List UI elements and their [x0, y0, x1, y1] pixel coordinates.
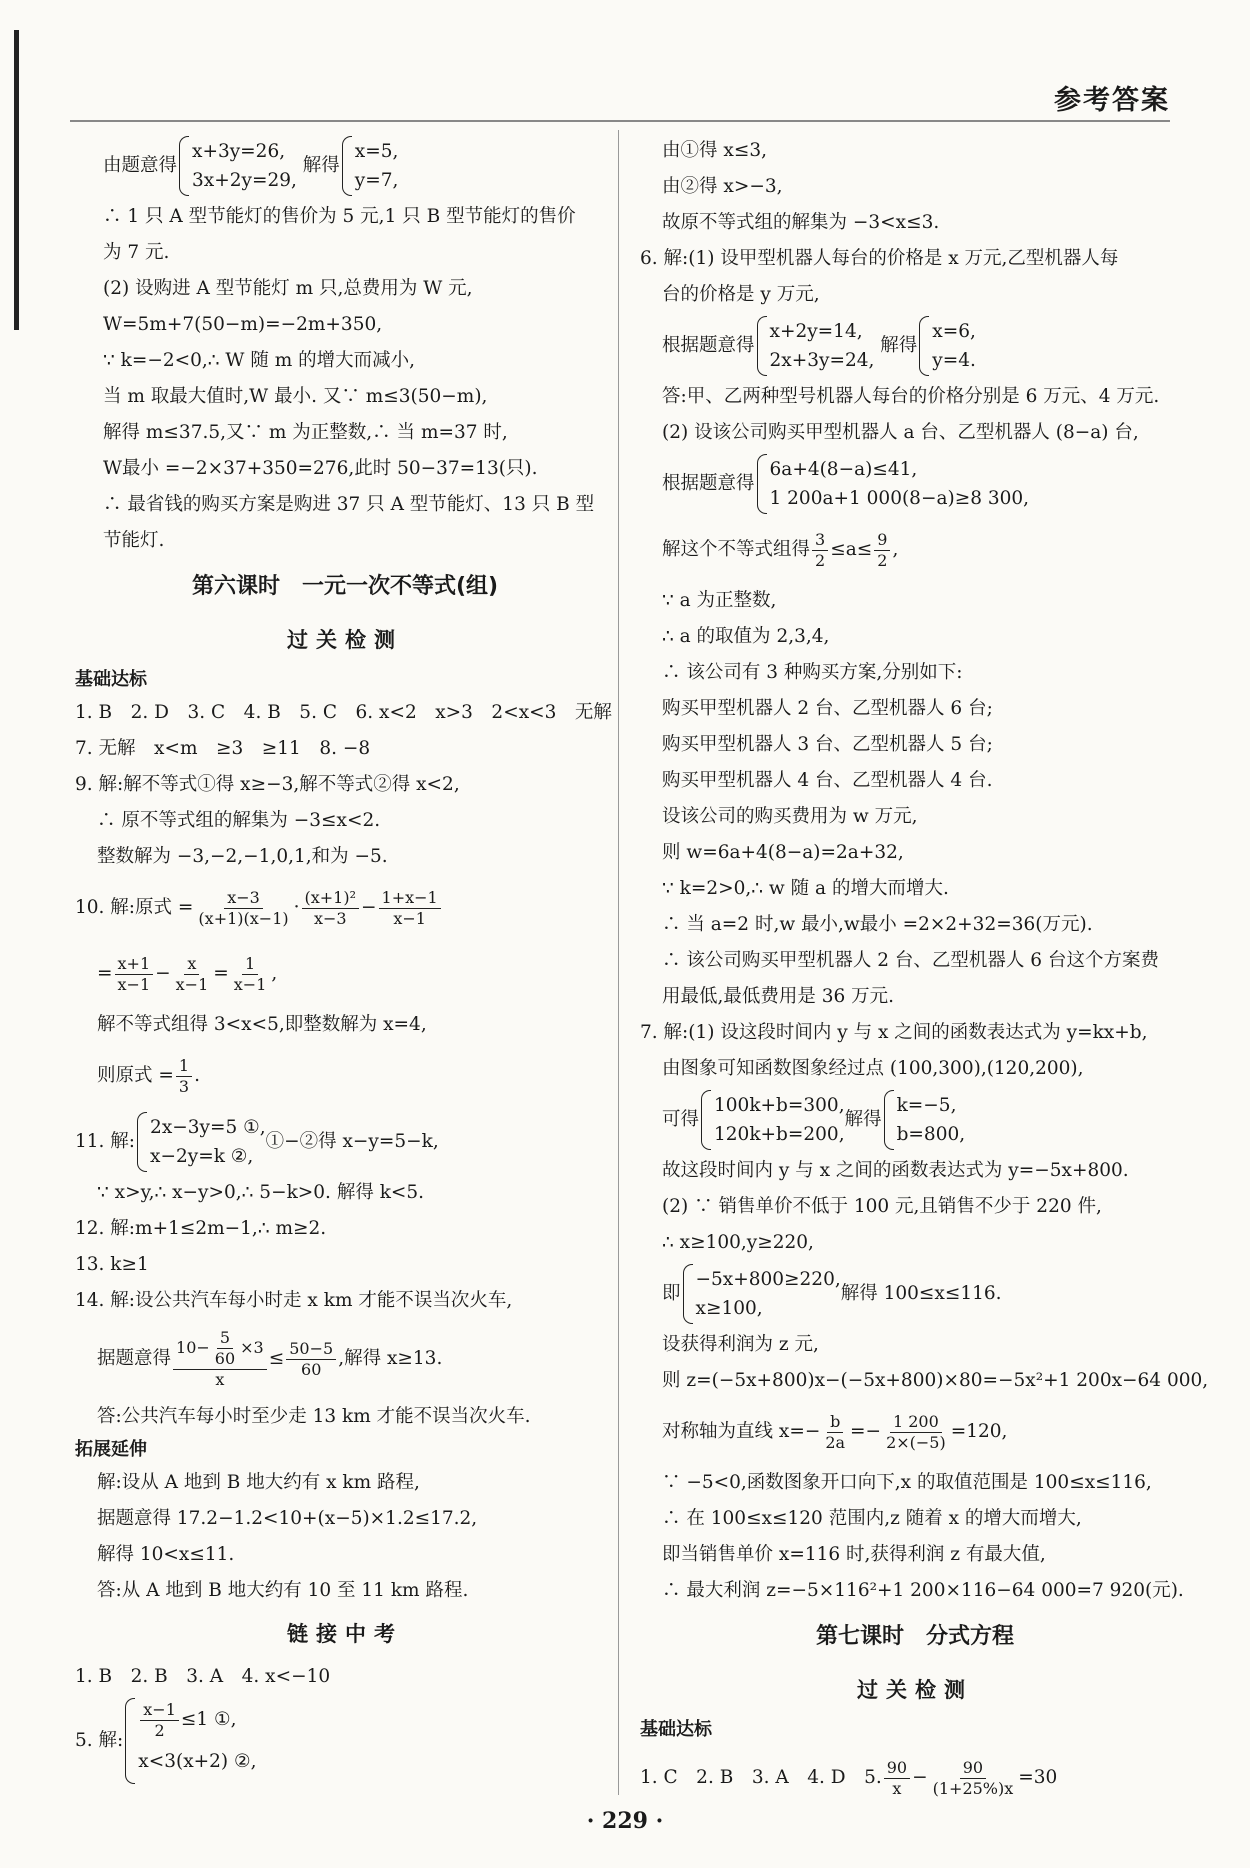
system-line — [640, 313, 1190, 379]
inequality: −5x+800≥220, — [695, 1269, 841, 1290]
text: 10− — [176, 1338, 210, 1357]
numerator: 1+x−1 — [379, 888, 441, 909]
equation: x+3y=26, — [192, 141, 286, 162]
text-line: ∴ 1 只 A 型节能灯的售价为 5 元,1 只 B 型节能灯的售价 — [103, 206, 576, 227]
text-line: ∵ k=−2<0,∴ W 随 m 的增大而减小, — [103, 350, 416, 371]
answer-line: ∴ 该公司有 3 种购买方案,分别如下: — [662, 662, 963, 683]
answer-line: 解:设从 A 地到 B 地大约有 x km 路程, — [97, 1472, 420, 1493]
denominator: x — [892, 1778, 902, 1798]
text-line: 当 m 取最大值时,W 最小. 又∵ m≤3(50−m), — [103, 386, 488, 407]
system-line — [640, 1261, 1190, 1327]
equation: x=6, — [932, 321, 976, 342]
fraction — [286, 1339, 336, 1380]
compound-fraction — [173, 1328, 267, 1390]
answer-line: 12. 解:m+1≤2m−1,∴ m≥2. — [75, 1218, 327, 1239]
solution-system — [882, 1090, 966, 1150]
equation: 120k+b=200, — [714, 1124, 845, 1145]
text: 由题意得 — [103, 155, 178, 176]
fraction-line — [75, 1319, 615, 1399]
system-line — [75, 1695, 615, 1787]
answer-line: 购买甲型机器人 2 台、乙型机器人 6 台; — [662, 698, 993, 719]
denominator: 60 — [301, 1359, 322, 1379]
equation-system — [177, 136, 297, 196]
answer-line: 答:从 A 地到 B 地大约有 10 至 11 km 路程. — [97, 1580, 469, 1601]
text: 则原式 = — [97, 1065, 174, 1086]
equation: x=5, — [354, 141, 399, 162]
answer-line: 则 z=(−5x+800)x−(−5x+800)×80=−5x²+1 200x−64 000, — [662, 1370, 1209, 1391]
fraction — [930, 1758, 1017, 1799]
text: 1. C 2. B 3. A 4. D 5. — [640, 1767, 882, 1788]
answer-line: 则 w=6a+4(8−a)=2a+32, — [662, 842, 904, 863]
equation: 2x−3y=5 ①, — [150, 1117, 266, 1138]
operator: = — [213, 963, 229, 984]
text: 对称轴为直线 x=− — [662, 1421, 821, 1442]
solution-system — [340, 136, 399, 196]
answer-line: 6. 解:(1) 设甲型机器人每台的价格是 x 万元,乙型机器人每 — [640, 248, 1119, 269]
numerator: 1 — [176, 1056, 192, 1077]
numerator: 90 — [960, 1758, 986, 1779]
answer-line: ∴ 在 100≤x≤120 范围内,z 随着 x 的增大而增大, — [662, 1508, 1082, 1529]
fraction — [812, 530, 828, 571]
text: ×3 — [240, 1338, 264, 1357]
answer-line: 7. 解:(1) 设这段时间内 y 与 x 之间的函数表达式为 y=kx+b, — [640, 1022, 1148, 1043]
fraction — [176, 1056, 192, 1097]
equation-system — [755, 316, 875, 376]
denominator: (x+1)(x−1) — [198, 908, 289, 928]
answer-line: 13. k≥1 — [75, 1254, 149, 1275]
answer-line: ∴ 原不等式组的解集为 −3≤x<2. — [97, 810, 381, 831]
inequality-system — [755, 454, 1030, 514]
answer-line: 购买甲型机器人 4 台、乙型机器人 4 台. — [662, 770, 993, 791]
answer-line: ∵ a 为正整数, — [662, 590, 777, 611]
operator: − — [155, 963, 171, 984]
numerator: 1 — [242, 954, 258, 975]
inequality: x≥100, — [695, 1298, 763, 1319]
subsection-title: 过关检测 — [857, 1678, 973, 1702]
answer-line: 7. 无解 x<m ≥3 ≥11 8. −8 — [75, 738, 371, 759]
denominator: 3 — [178, 1076, 190, 1096]
operator: = — [97, 963, 113, 984]
answer-line: (2) 设该公司购买甲型机器人 a 台、乙型机器人 (8−a) 台, — [662, 422, 1139, 443]
answer-line: 故原不等式组的解集为 −3<x≤3. — [662, 212, 940, 233]
numerator: (x+1)² — [302, 888, 360, 909]
text: 根据题意得 — [662, 473, 755, 494]
answer-line: ∴ x≥100,y≥220, — [662, 1232, 814, 1253]
fraction — [115, 954, 154, 995]
answer-line: 购买甲型机器人 3 台、乙型机器人 5 台; — [662, 734, 993, 755]
denominator: 2a — [825, 1432, 846, 1452]
denominator: x−1 — [393, 908, 426, 928]
answer-line: 据题意得 17.2−1.2<10+(x−5)×1.2≤17.2, — [97, 1508, 478, 1529]
answer-line: 由图象可知函数图象经过点 (100,300),(120,200), — [662, 1058, 1084, 1079]
text: , — [271, 963, 278, 984]
answer-line: ∴ 最大利润 z=−5×116²+1 200×116−64 000=7 920(元). — [662, 1580, 1184, 1601]
numerator: x−1 — [140, 1700, 179, 1721]
fraction — [173, 954, 212, 995]
text: 解这个不等式组得 — [662, 539, 811, 560]
text: ≤1 ①, — [180, 1709, 237, 1730]
equation: 2x+3y=24, — [769, 350, 875, 371]
solution-system — [917, 316, 976, 376]
left-column — [75, 133, 615, 1787]
answer-line: 解不等式组得 3<x<5,即整数解为 x=4, — [97, 1014, 427, 1035]
denominator: (1+25%)x — [932, 1778, 1014, 1798]
numerator: 3 — [812, 530, 828, 551]
fraction — [302, 888, 360, 929]
denominator: x−1 — [233, 974, 267, 994]
operator: − — [912, 1767, 928, 1788]
numerator: 9 — [874, 530, 890, 551]
subsection-title: 链接中考 — [287, 1622, 403, 1646]
fraction-line — [75, 941, 615, 1007]
fraction — [195, 888, 291, 929]
operator: =− — [850, 1421, 882, 1442]
inequality-system — [123, 1698, 256, 1784]
answer-line: ∵ k=2>0,∴ w 随 a 的增大而增大. — [662, 878, 949, 899]
equation: x−2y=k ②, — [150, 1146, 254, 1167]
answer-line: 整数解为 −3,−2,−1,0,1,和为 −5. — [97, 846, 388, 867]
answer-line: 由②得 x>−3, — [662, 176, 783, 197]
text: 解得 100≤x≤116. — [840, 1283, 1002, 1304]
answer-line: 用最低,最低费用是 36 万元. — [662, 986, 895, 1007]
inequality — [138, 1699, 256, 1741]
fraction — [212, 1328, 238, 1369]
numerator: 50−5 — [286, 1339, 336, 1360]
equation: 100k+b=300, — [714, 1095, 845, 1116]
header-title: 参考答案 — [1054, 85, 1170, 116]
system-line — [640, 1087, 1190, 1153]
answer-line: 设获得利润为 z 元, — [662, 1334, 819, 1355]
text-line: 为 7 元. — [103, 242, 170, 263]
system-line — [75, 133, 615, 199]
denominator: 2 — [154, 1720, 165, 1740]
text: 解得 — [302, 155, 340, 176]
equation: x+2y=14, — [769, 321, 863, 342]
text-line: 解得 m≤37.5,又∵ m 为正整数,∴ 当 m=37 时, — [103, 422, 508, 443]
equation: 3x+2y=29, — [192, 170, 297, 191]
numerator: x+1 — [115, 954, 154, 975]
text: =30 — [1018, 1767, 1058, 1788]
text: 根据题意得 — [662, 335, 755, 356]
text: ,解得 x≥13. — [338, 1348, 443, 1369]
answer-line: ∵ −5<0,函数图象开口向下,x 的取值范围是 100≤x≤116, — [662, 1472, 1152, 1493]
denominator: x−3 — [313, 908, 347, 928]
equation-system — [699, 1090, 845, 1150]
equation: b=800, — [896, 1124, 966, 1145]
fraction — [822, 1412, 848, 1453]
system-line — [75, 1109, 615, 1175]
numerator: x−3 — [224, 888, 263, 909]
text: 5. 解: — [75, 1730, 124, 1751]
fraction-line — [640, 517, 1190, 583]
answer-line: 由①得 x≤3, — [662, 140, 767, 161]
answer-line: ∴ 当 a=2 时,w 最小,w最小 =2×2+32=36(万元). — [662, 914, 1093, 935]
denominator: x — [215, 1370, 225, 1389]
text: 可得 — [662, 1109, 700, 1130]
equation: y=7, — [354, 170, 399, 191]
equation: y=4. — [932, 350, 976, 371]
page-number: · 229 · — [586, 1808, 664, 1834]
denominator: x−1 — [117, 974, 151, 994]
text-line: W=5m+7(50−m)=−2m+350, — [103, 314, 383, 335]
fraction — [883, 1412, 949, 1453]
text: 据题意得 — [97, 1348, 172, 1369]
subsection-title: 过关检测 — [287, 628, 403, 652]
fraction — [379, 888, 441, 929]
numerator: 90 — [884, 1758, 910, 1779]
text-line: W最小 =−2×37+350=276,此时 50−37=13(只). — [103, 458, 538, 479]
answer-line: 答:公共汽车每小时至少走 13 km 才能不误当次火车. — [97, 1406, 531, 1427]
label-extension: 拓展延伸 — [75, 1439, 147, 1460]
binding-edge — [14, 30, 26, 330]
fraction — [874, 530, 890, 571]
answer-line: 1. B 2. D 3. C 4. B 5. C 6. x<2 x>3 2<x<3 无解 — [75, 702, 612, 723]
inequality: 6a+4(8−a)≤41, — [769, 459, 918, 480]
numerator: x — [184, 954, 199, 975]
answer-line: 即当销售单价 x=116 时,获得利润 z 有最大值, — [662, 1544, 1046, 1565]
section-title: 第六课时 一元一次不等式(组) — [191, 574, 499, 599]
fraction — [140, 1700, 179, 1741]
fraction-line — [75, 1043, 615, 1109]
answer-line: 14. 解:设公共汽车每小时走 x km 才能不误当次火车, — [75, 1290, 513, 1311]
inequality: 1 200a+1 000(8−a)≥8 300, — [769, 488, 1030, 509]
answer-line: 设该公司的购买费用为 w 万元, — [662, 806, 918, 827]
answer-line: 解得 10<x≤11. — [97, 1544, 235, 1565]
text: ①−②得 x−y=5−k, — [265, 1131, 439, 1152]
text: 解得 — [880, 335, 918, 356]
header-rule — [70, 120, 1170, 122]
denominator: 60 — [214, 1349, 236, 1368]
operator: ≤ — [268, 1348, 285, 1369]
denominator: 2 — [877, 550, 888, 570]
answer-line: 台的价格是 y 万元, — [662, 284, 820, 305]
numerator — [173, 1328, 267, 1370]
answer-line: ∴ 该公司购买甲型机器人 2 台、乙型机器人 6 台这个方案费 — [662, 950, 1159, 971]
answer-line: 答:甲、乙两种型号机器人每台的价格分别是 6 万元、4 万元. — [662, 386, 1160, 407]
fraction-line — [640, 1745, 1190, 1811]
text-line: ∴ 最省钱的购买方案是购进 37 只 A 型节能灯、13 只 B 型 — [103, 494, 595, 515]
fraction-line — [640, 1399, 1190, 1465]
label-basic: 基础达标 — [75, 669, 147, 690]
system-line — [640, 451, 1190, 517]
text-line: 节能灯. — [103, 530, 165, 551]
inequality-system — [681, 1264, 841, 1324]
text: 即 — [662, 1283, 681, 1304]
operator: − — [361, 897, 377, 918]
answer-line: (2) ∵ 销售单价不低于 100 元,且销售不少于 220 件, — [662, 1196, 1102, 1217]
inequality: x<3(x+2) ②, — [138, 1751, 257, 1772]
equation-system — [135, 1112, 266, 1172]
equation: k=−5, — [896, 1095, 957, 1116]
fraction — [884, 1758, 910, 1799]
text: 10. 解:原式 = — [75, 897, 194, 918]
text: . — [194, 1065, 200, 1086]
text: 11. 解: — [75, 1131, 136, 1152]
fraction-line — [75, 875, 615, 941]
text-line: (2) 设购进 A 型节能灯 m 只,总费用为 W 元, — [103, 278, 473, 299]
section-title: 第七课时 分式方程 — [815, 1624, 1014, 1649]
denominator: 2×(−5) — [886, 1432, 946, 1452]
numerator: 5 — [217, 1328, 233, 1349]
label-basic: 基础达标 — [640, 1719, 712, 1740]
denominator: x−1 — [175, 974, 209, 994]
fraction — [231, 954, 270, 995]
text: =120, — [950, 1421, 1008, 1442]
answer-line: 9. 解:解不等式①得 x≥−3,解不等式②得 x<2, — [75, 774, 460, 795]
answer-line: ∴ a 的取值为 2,3,4, — [662, 626, 830, 647]
right-column — [640, 133, 1209, 1811]
text: , — [892, 539, 899, 560]
column-divider — [618, 130, 619, 1795]
answer-line: ∵ x>y,∴ x−y>0,∴ 5−k>0. 解得 k<5. — [97, 1182, 425, 1203]
numerator: b — [827, 1412, 843, 1433]
denominator: 2 — [815, 550, 826, 570]
answer-line: 故这段时间内 y 与 x 之间的函数表达式为 y=−5x+800. — [662, 1160, 1129, 1181]
answer-line: 1. B 2. B 3. A 4. x<−10 — [75, 1666, 331, 1687]
operator: · — [293, 897, 300, 918]
text: 解得 — [844, 1109, 882, 1130]
numerator: 1 200 — [890, 1412, 942, 1433]
text: ≤a≤ — [830, 539, 873, 560]
